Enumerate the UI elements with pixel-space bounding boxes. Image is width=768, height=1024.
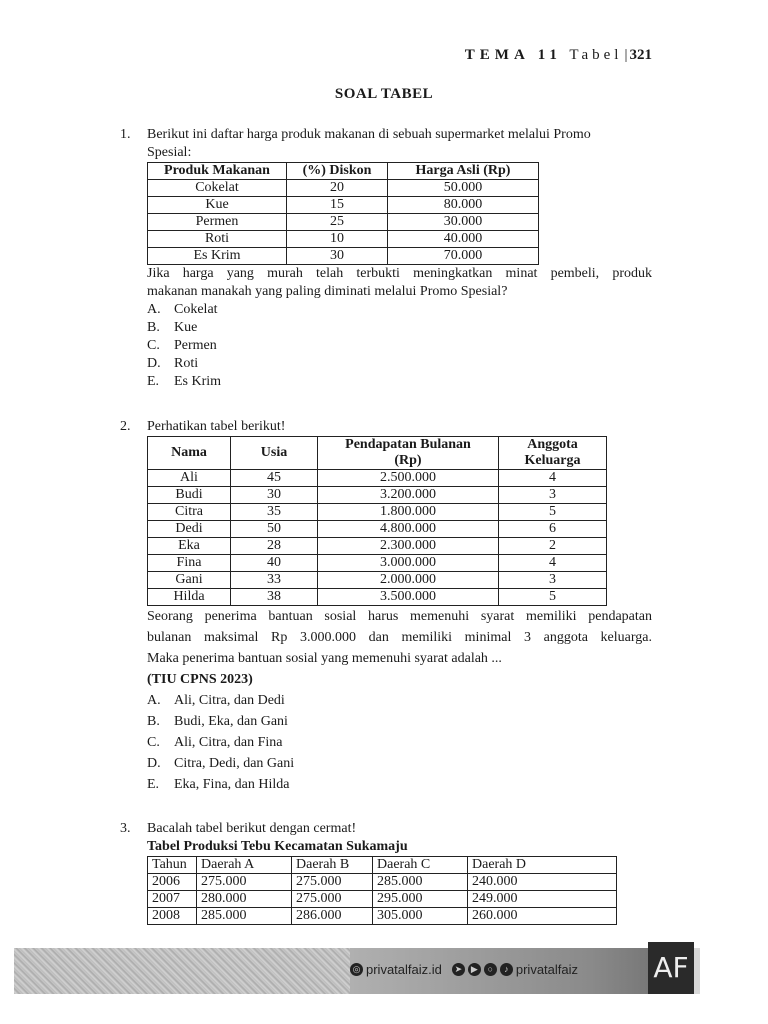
table-cell: 3.000.000 (318, 555, 499, 572)
header-line: (Rp) (394, 453, 422, 468)
option-letter: C. (147, 735, 160, 750)
table-header-row (148, 857, 617, 874)
table-row (148, 470, 607, 487)
table-row (148, 589, 607, 606)
table-header: Usia (231, 437, 318, 470)
table-header: Daerah B (292, 857, 373, 874)
table-cell: Cokelat (148, 180, 287, 197)
table-cell: 28 (231, 538, 318, 555)
answer-option[interactable] (147, 753, 652, 774)
production-table (147, 856, 617, 925)
question-number: 2. (120, 419, 131, 434)
table-header: Daerah A (197, 857, 292, 874)
table-row (148, 908, 617, 925)
answer-option[interactable] (147, 711, 652, 732)
table-row (148, 555, 607, 572)
table-cell: 30.000 (388, 214, 539, 231)
table-cell: 5 (499, 589, 607, 606)
table-row (148, 538, 607, 555)
header-line: Anggota (527, 437, 578, 452)
option-text: Es Krim (174, 374, 222, 389)
table-row (148, 197, 539, 214)
table-title: Tabel Produksi Tebu Kecamatan Sukamaju (147, 839, 408, 854)
brand-logo: AF (648, 942, 694, 994)
table-header: Tahun (148, 857, 197, 874)
table-cell: 70.000 (388, 248, 539, 265)
table-cell: Budi (148, 487, 231, 504)
youtube-icon[interactable]: ▶ (468, 963, 481, 976)
table-cell: 15 (287, 197, 388, 214)
option-letter: C. (147, 338, 160, 353)
table-cell: 2.500.000 (318, 470, 499, 487)
option-text: Ali, Citra, dan Fina (174, 735, 283, 750)
tiktok-icon[interactable]: ♪ (500, 963, 513, 976)
table-row (148, 231, 539, 248)
social-handle[interactable]: privatalfaiz (515, 962, 579, 977)
table-row (148, 180, 539, 197)
question-1 (120, 126, 652, 391)
answer-option[interactable] (147, 690, 652, 711)
instagram-icon[interactable]: ○ (484, 963, 497, 976)
answer-option[interactable] (147, 301, 652, 319)
table-cell: 4 (499, 470, 607, 487)
table-cell: 45 (231, 470, 318, 487)
table-cell: 20 (287, 180, 388, 197)
table-cell: 5 (499, 504, 607, 521)
option-letter: E. (147, 374, 160, 389)
table-cell: 33 (231, 572, 318, 589)
table-cell: 275.000 (292, 891, 373, 908)
table-cell: 50.000 (388, 180, 539, 197)
question-source: (TIU CPNS 2023) (147, 672, 253, 687)
table-cell: Es Krim (148, 248, 287, 265)
header-line: Pendapatan Bulanan (345, 437, 471, 452)
answer-option[interactable] (147, 337, 652, 355)
header-topic: Tabel (569, 47, 623, 63)
header-separator: | (624, 47, 628, 63)
table-cell: Permen (148, 214, 287, 231)
table-cell: 6 (499, 521, 607, 538)
option-text: Eka, Fina, dan Hilda (174, 777, 290, 792)
table-header: Produk Makanan (148, 163, 287, 180)
price-table (147, 162, 539, 265)
table-cell: Kue (148, 197, 287, 214)
option-text: Permen (174, 338, 217, 353)
table-header (499, 437, 607, 470)
question-text: Seorang penerima bantuan sosial harus memenuhi syarat memiliki pendapatan (147, 609, 652, 624)
header-theme: TEMA 11 (464, 47, 562, 63)
table-row (148, 874, 617, 891)
table-cell: 2006 (148, 874, 197, 891)
table-row (148, 248, 539, 265)
table-cell: 4.800.000 (318, 521, 499, 538)
table-cell: 3.200.000 (318, 487, 499, 504)
table-cell: 3 (499, 572, 607, 589)
page-header (465, 47, 652, 64)
question-3 (120, 820, 652, 925)
table-cell: 275.000 (197, 874, 292, 891)
table-cell: 275.000 (292, 874, 373, 891)
table-row (148, 214, 539, 231)
table-header-row (148, 437, 607, 470)
table-cell: 40 (231, 555, 318, 572)
table-header: (%) Diskon (287, 163, 388, 180)
option-letter: B. (147, 320, 160, 335)
option-text: Roti (174, 356, 199, 371)
page-title: SOAL TABEL (334, 86, 434, 102)
option-letter: E. (147, 777, 160, 792)
option-text: Ali, Citra, dan Dedi (174, 693, 285, 708)
table-cell: 35 (231, 504, 318, 521)
table-cell: 30 (231, 487, 318, 504)
table-cell: 285.000 (373, 874, 468, 891)
table-cell: Roti (148, 231, 287, 248)
table-cell: Fina (148, 555, 231, 572)
table-cell: 3.500.000 (318, 589, 499, 606)
website-link[interactable]: privatalfaiz.id (366, 962, 442, 977)
question-text: Maka penerima bantuan sosial yang memenuhi syarat adalah ... (147, 651, 502, 666)
table-cell: 2.000.000 (318, 572, 499, 589)
table-cell: 285.000 (197, 908, 292, 925)
table-row (148, 487, 607, 504)
table-cell: 2008 (148, 908, 197, 925)
option-text: Citra, Dedi, dan Gani (174, 756, 295, 771)
table-cell: Citra (148, 504, 231, 521)
table-cell: Gani (148, 572, 231, 589)
question-stem: Bacalah tabel berikut dengan cermat! (147, 821, 357, 836)
question-text: bulanan maksimal Rp 3.000.000 dan memiliki minimal 3 anggota keluarga. (147, 630, 652, 645)
table-cell: Dedi (148, 521, 231, 538)
table-cell: Eka (148, 538, 231, 555)
table-row (148, 572, 607, 589)
telegram-icon[interactable]: ➤ (452, 963, 465, 976)
footer-edge (694, 948, 700, 994)
option-letter: D. (147, 356, 161, 371)
table-row (148, 891, 617, 908)
option-text: Cokelat (174, 302, 218, 317)
option-text: Budi, Eka, dan Gani (174, 714, 288, 729)
answer-option[interactable] (147, 373, 652, 391)
table-cell: Hilda (148, 589, 231, 606)
option-text: Kue (174, 320, 198, 335)
header-line: Keluarga (524, 453, 581, 468)
option-letter: D. (147, 756, 161, 771)
table-cell: 2007 (148, 891, 197, 908)
question-stem: Spesial: (147, 145, 192, 160)
table-cell: 4 (499, 555, 607, 572)
option-letter: A. (147, 302, 161, 317)
table-cell: 10 (287, 231, 388, 248)
table-cell: 25 (287, 214, 388, 231)
table-cell: 40.000 (388, 231, 539, 248)
table-cell: 280.000 (197, 891, 292, 908)
table-cell: 50 (231, 521, 318, 538)
answer-option[interactable] (147, 732, 652, 753)
answer-option[interactable] (147, 355, 652, 373)
table-cell: 3 (499, 487, 607, 504)
table-cell: 295.000 (373, 891, 468, 908)
table-cell: 249.000 (468, 891, 617, 908)
option-letter: A. (147, 693, 161, 708)
question-text: makanan manakah yang paling diminati melalui Promo Spesial? (147, 284, 508, 299)
question-stem: Perhatikan tabel berikut! (147, 419, 286, 434)
question-stem: Berikut ini daftar harga produk makanan di sebuah supermarket melalui Promo (147, 127, 591, 142)
table-cell: 305.000 (373, 908, 468, 925)
globe-icon: ◎ (350, 963, 363, 976)
answer-option[interactable] (147, 774, 652, 795)
social-links (350, 962, 578, 977)
table-cell: 2.300.000 (318, 538, 499, 555)
question-number: 3. (120, 821, 131, 836)
table-header: Daerah D (468, 857, 617, 874)
table-header-row (148, 163, 539, 180)
table-cell: 1.800.000 (318, 504, 499, 521)
question-number: 1. (120, 127, 131, 142)
table-row (148, 521, 607, 538)
table-cell: Ali (148, 470, 231, 487)
income-table (147, 436, 607, 606)
table-row (148, 504, 607, 521)
table-cell: 2 (499, 538, 607, 555)
question-text: Jika harga yang murah telah terbukti meningkatkan minat pembeli, produk (147, 266, 652, 281)
table-cell: 30 (287, 248, 388, 265)
table-cell: 38 (231, 589, 318, 606)
table-cell: 240.000 (468, 874, 617, 891)
table-cell: 260.000 (468, 908, 617, 925)
table-header: Harga Asli (Rp) (388, 163, 539, 180)
option-letter: B. (147, 714, 160, 729)
question-2 (120, 418, 652, 795)
page-number: 321 (629, 47, 652, 63)
table-header (318, 437, 499, 470)
table-cell: 80.000 (388, 197, 539, 214)
table-header: Nama (148, 437, 231, 470)
table-cell: 286.000 (292, 908, 373, 925)
table-header: Daerah C (373, 857, 468, 874)
answer-option[interactable] (147, 319, 652, 337)
